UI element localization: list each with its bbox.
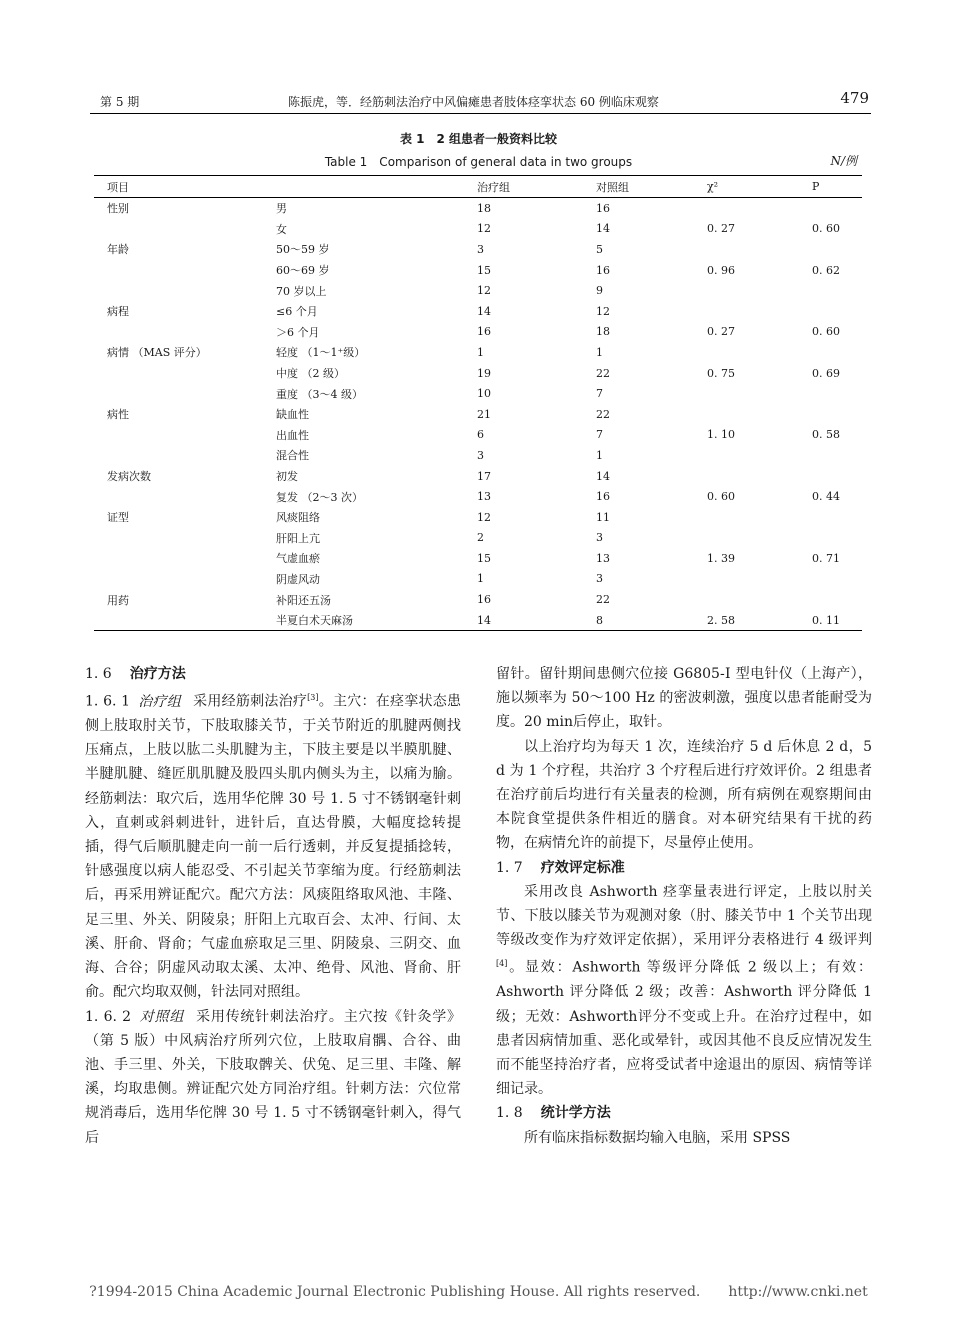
cell-chi2: 2. 58 <box>707 613 735 627</box>
table-caption-cn: 表 1 2 组患者一般资料比较 <box>399 132 558 146</box>
cell-control: 7 <box>596 387 603 401</box>
section-1-8-paragraph: 所有临床指标数据均输入电脑，采用 SPSS <box>524 1129 791 1146</box>
paragraph-continuation: 留针。留针期间患侧穴位接 G6805-Ⅰ 型电针仪（上海产），施以频率为 50～100 Hz 的密波刺激，强度以患者能耐受为度。20 min后停止，取针。 <box>496 666 872 731</box>
cell-p <box>799 569 862 590</box>
cell-control: 22 <box>596 366 610 380</box>
cell-item <box>94 486 263 507</box>
table-row <box>94 548 862 569</box>
cell-p <box>799 445 862 466</box>
cell-item <box>94 260 263 281</box>
cell-treatment: 13 <box>477 490 491 504</box>
table-row <box>94 528 862 549</box>
cell-item <box>94 548 263 569</box>
cell-item: 性别 <box>107 202 129 216</box>
cell-treatment: 18 <box>477 201 491 215</box>
header-subitem <box>263 176 464 198</box>
cell-control: 1 <box>596 345 603 359</box>
cell-treatment: 16 <box>477 593 491 607</box>
cell-p <box>799 301 862 322</box>
table-row <box>94 404 862 425</box>
cell-chi2: 0. 96 <box>707 263 735 277</box>
header-control: 对照组 <box>583 176 694 198</box>
cell-treatment: 6 <box>477 428 484 442</box>
section-title: 治疗方法 <box>129 666 186 682</box>
cell-chi2 <box>694 507 799 528</box>
section-1-7-paragraph <box>496 880 872 1101</box>
cell-chi2: 1. 39 <box>707 551 735 565</box>
table-row <box>94 239 862 260</box>
cell-treatment: 15 <box>477 551 491 565</box>
cell-control: 22 <box>596 407 610 421</box>
table-body <box>94 198 862 631</box>
subsection-number: 1. 6. 2 <box>85 1008 132 1025</box>
cell-p: 0. 44 <box>812 490 840 504</box>
cell-p: 0. 11 <box>812 613 840 627</box>
cell-subitem: ≤6 个月 <box>276 305 318 319</box>
cell-item: 证型 <box>107 511 129 525</box>
cell-chi2 <box>694 342 799 363</box>
cell-p <box>799 383 862 404</box>
section-1-6-2-paragraph <box>85 1005 461 1150</box>
section-1-8-heading <box>496 1101 872 1125</box>
cell-item <box>94 383 263 404</box>
paragraph-schedule: 以上治疗均为每天 1 次，连续治疗 5 d 后休息 2 d，5 d 为 1 个疗程，共治疗 3 个疗程后进行疗效评价。2 组患者在治疗前后均进行有关量表的检测，所有病例在观察期间由本院食堂提供条件相近的膳食。对本研究结果有干扰的药物，在病情允许的前提下，尽量停止使用。 <box>496 738 872 852</box>
paragraph-text: 。显效：Ashworth 等级评分降低 2 级以上；有效：Ashworth 评分降低 2 级；改善：Ashworth 评分降低 1 级；无效：Ashworth评分不变或上升。在治疗过程中，如患者因病情加重、恶化或晕针，或因其他不良反应情况发生而不能坚持治疗者，应将受试者中途退出的原因、病情等详细记录。 <box>496 960 872 1098</box>
running-title: 陈振虎，等．经筋刺法治疗中风偏瘫患者肢体痉挛状态 60 例临床观察 <box>288 95 659 109</box>
table-row <box>94 486 862 507</box>
cell-chi2: 0. 27 <box>707 222 735 236</box>
subsection-number: 1. 6. 1 <box>85 693 131 710</box>
paragraph-text: 采用经筋刺法治疗 <box>193 693 308 710</box>
cell-control: 1 <box>596 448 603 462</box>
cell-control: 9 <box>596 284 603 298</box>
cell-control: 12 <box>596 304 610 318</box>
cell-treatment: 1 <box>477 572 484 586</box>
section-number: 1. 7 <box>496 859 523 876</box>
cell-subitem: 60～69 岁 <box>276 264 330 278</box>
cell-subitem: 阴虚风动 <box>276 572 320 586</box>
table-row <box>94 610 862 631</box>
cell-control: 16 <box>596 263 610 277</box>
cell-treatment: 21 <box>477 407 491 421</box>
cell-control: 3 <box>596 531 603 545</box>
section-number: 1. 8 <box>496 1105 523 1122</box>
table-row <box>94 589 862 610</box>
cell-treatment: 12 <box>477 222 491 236</box>
cell-p: 0. 60 <box>812 325 840 339</box>
cell-p <box>799 528 862 549</box>
cell-chi2 <box>694 404 799 425</box>
cell-control: 18 <box>596 325 610 339</box>
cell-treatment: 10 <box>477 387 491 401</box>
table-header-row <box>94 176 862 198</box>
cell-item <box>94 569 263 590</box>
copyright-footer: ?1994-2015 China Academic Journal Electronic Publishing House. All rights reserved. http://www.cnki.net <box>89 1284 868 1300</box>
right-column <box>496 662 872 1150</box>
cell-item <box>94 425 263 446</box>
cell-item: 发病次数 <box>107 470 151 484</box>
cell-p: 0. 71 <box>812 551 840 565</box>
table-row <box>94 301 862 322</box>
cell-control: 5 <box>596 242 603 256</box>
cell-item: 病性 <box>107 408 129 422</box>
table-row <box>94 425 862 446</box>
table-row <box>94 219 862 240</box>
cell-chi2 <box>694 239 799 260</box>
cell-subitem: 70 岁以上 <box>276 284 327 298</box>
cell-item: 年龄 <box>107 243 129 257</box>
table-row <box>94 569 862 590</box>
cell-item: 用药 <box>107 593 129 607</box>
cell-subitem: 50～59 岁 <box>276 243 330 257</box>
table-row <box>94 342 862 363</box>
cell-chi2 <box>694 280 799 301</box>
cell-treatment: 19 <box>477 366 491 380</box>
cell-subitem: 肝阳上亢 <box>276 531 320 545</box>
cell-subitem: 中度 （2 级） <box>276 367 345 381</box>
section-1-6-heading <box>85 662 461 686</box>
table-row <box>94 260 862 281</box>
cell-item <box>94 363 263 384</box>
cell-control: 13 <box>596 551 610 565</box>
paragraph-text: 采用传统针刺法治疗。主穴按《针灸学》（第 5 版）中风病治疗所列穴位，上肢取肩髃、合谷、曲池、手三里、外关，下肢取髀关、伏兔、足三里、丰隆、解溪，均取患侧。辨证配穴处方同治疗组。针刺方法：穴位常规消毒后，选用华佗牌 30 号 1. 5 寸不锈钢毫针刺入，得气后 <box>85 1008 462 1146</box>
cell-subitem: 女 <box>276 222 287 236</box>
cell-subitem: 风痰阻络 <box>276 511 320 525</box>
cell-p <box>799 466 862 487</box>
cell-chi2: 0. 27 <box>707 325 735 339</box>
header-item: 项目 <box>94 176 263 198</box>
paragraph-text: 采用改良 Ashworth 痉挛量表进行评定，上肢以肘关节、下肢以膝关节为观测对象（肘、膝关节中 1 个关节出现等级改变作为疗效评定依据），采用评分表格进行 4 级评判 <box>496 883 872 949</box>
cell-p: 0. 58 <box>812 428 840 442</box>
citation-ref: [3] <box>307 693 319 703</box>
cell-subitem: 复发 （2～3 次） <box>276 490 363 504</box>
cell-treatment: 3 <box>477 242 484 256</box>
cell-treatment: 15 <box>477 263 491 277</box>
cell-subitem: 男 <box>276 202 287 216</box>
cell-control: 8 <box>596 613 603 627</box>
cell-p: 0. 62 <box>812 263 840 277</box>
cell-subitem: 缺血性 <box>276 408 309 422</box>
cell-treatment: 14 <box>477 613 491 627</box>
page-number: 479 <box>840 89 869 107</box>
table-unit: N/例 <box>830 154 857 168</box>
cell-treatment: 1 <box>477 345 484 359</box>
cell-p <box>799 280 862 301</box>
cell-item <box>94 322 263 343</box>
cell-chi2: 0. 60 <box>707 490 735 504</box>
cell-p <box>799 589 862 610</box>
citation-ref: [4] <box>496 959 508 969</box>
cell-subitem: 半夏白术天麻汤 <box>276 614 353 628</box>
cell-subitem: 轻度 （1～1⁺级） <box>276 346 366 360</box>
header-chi2: χ² <box>694 176 799 198</box>
table-row <box>94 445 862 466</box>
section-1-7-heading <box>496 856 872 880</box>
cell-chi2: 0. 75 <box>707 366 735 380</box>
section-title: 疗效评定标准 <box>540 859 625 876</box>
table-row <box>94 466 862 487</box>
cell-item <box>94 280 263 301</box>
cell-item: 病程 <box>107 305 129 319</box>
section-1-6-1-paragraph <box>85 686 461 1004</box>
cell-item <box>94 445 263 466</box>
cell-subitem: 气虚血瘀 <box>276 552 320 566</box>
table-row <box>94 322 862 343</box>
cell-chi2 <box>694 383 799 404</box>
cell-subitem: 初发 <box>276 470 298 484</box>
table-row <box>94 383 862 404</box>
header-p: P <box>799 176 862 198</box>
cell-item <box>94 610 263 631</box>
cell-p: 0. 69 <box>812 366 840 380</box>
cell-chi2 <box>694 569 799 590</box>
cell-p <box>799 239 862 260</box>
cell-control: 22 <box>596 593 610 607</box>
cell-chi2 <box>694 198 799 219</box>
section-number: 1. 6 <box>85 666 112 682</box>
cell-p <box>799 342 862 363</box>
cell-subitem: ＞6 个月 <box>276 325 320 339</box>
cell-chi2 <box>694 466 799 487</box>
subsection-title: 治疗组 <box>138 693 182 710</box>
section-title: 统计学方法 <box>540 1105 611 1122</box>
cell-control: 3 <box>596 572 603 586</box>
cell-subitem: 出血性 <box>276 428 309 442</box>
table-row <box>94 280 862 301</box>
cell-treatment: 16 <box>477 325 491 339</box>
cell-control: 7 <box>596 428 603 442</box>
cell-item <box>94 528 263 549</box>
table-row <box>94 363 862 384</box>
cell-chi2 <box>694 528 799 549</box>
cell-item <box>94 219 263 240</box>
cell-chi2 <box>694 301 799 322</box>
subsection-title: 对照组 <box>139 1008 185 1025</box>
cell-subitem: 补阳还五汤 <box>276 593 331 607</box>
cell-treatment: 3 <box>477 448 484 462</box>
cell-control: 14 <box>596 469 610 483</box>
left-column <box>85 662 461 1150</box>
table-row <box>94 198 862 219</box>
cell-treatment: 12 <box>477 284 491 298</box>
cell-p: 0. 60 <box>812 222 840 236</box>
cell-treatment: 12 <box>477 510 491 524</box>
issue-number: 第 5 期 <box>100 95 140 109</box>
cell-treatment: 2 <box>477 531 484 545</box>
cell-treatment: 17 <box>477 469 491 483</box>
cell-control: 16 <box>596 201 610 215</box>
cell-p <box>799 198 862 219</box>
header-treatment: 治疗组 <box>464 176 583 198</box>
cell-control: 14 <box>596 222 610 236</box>
cell-chi2: 1. 10 <box>707 428 735 442</box>
general-data-table <box>94 175 862 631</box>
running-header <box>90 89 871 114</box>
table-caption-en: Table 1 Comparison of general data in two groups <box>324 155 633 169</box>
cell-subitem: 重度 （3～4 级） <box>276 387 363 401</box>
cell-subitem: 混合性 <box>276 449 309 463</box>
cell-control: 16 <box>596 490 610 504</box>
cell-p <box>799 404 862 425</box>
cell-chi2 <box>694 589 799 610</box>
table-row <box>94 507 862 528</box>
cell-item: 病情 （MAS 评分） <box>107 346 207 360</box>
paragraph-text: 。主穴：在痉挛状态患侧上肢取肘关节，下肢取膝关节，于关节附近的肌腱两侧找压痛点，上肢以肱二头肌腱为主，下肢主要是以半膜肌腱、半腱肌腱、缝匠肌肌腱及股四头肌内侧头为主，以痛为腧。经筋刺法：取穴后，选用华佗牌 30 号 1. 5 寸不锈钢毫针刺入，直刺或斜刺进针，进针后，直达骨膜，大幅度捻转提插，得气后顺肌腱走向一前一后行透刺，并反复提插捻转，针感强度以病人能忍受、不引起关节挛缩为度。行经筋刺法后，再采用辨证配穴。配穴方法：风痰阻络取风池、丰隆、足三里、外关、阴陵泉；肝阳上亢取百会、太冲、行间、太溪、肝俞、肾俞；气虚血瘀取足三里、阴陵泉、三阴交、血海、合谷；阴虚风动取太溪、太冲、绝骨、风池、肾俞、肝俞。配穴均取双侧，针法同对照组。 <box>85 693 462 1001</box>
cell-p <box>799 507 862 528</box>
cell-treatment: 14 <box>477 304 491 318</box>
cell-control: 11 <box>596 510 610 524</box>
cell-chi2 <box>694 445 799 466</box>
